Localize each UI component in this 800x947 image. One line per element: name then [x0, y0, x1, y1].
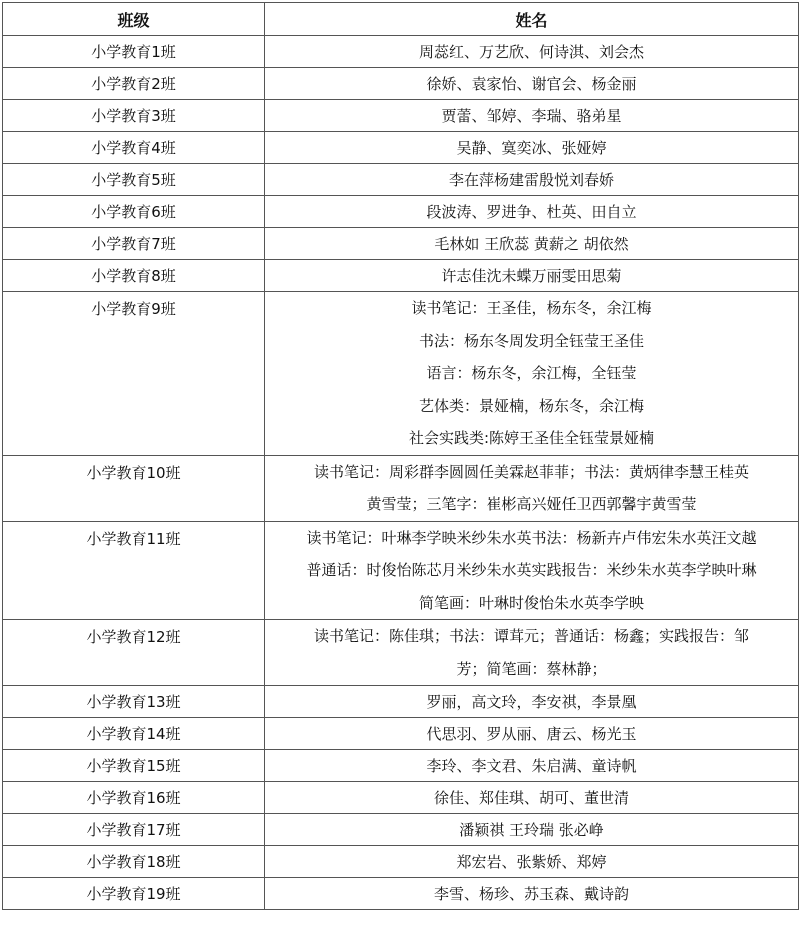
- names-line: 读书笔记：叶琳李学映米纱朱水英书法：杨新卉卢伟宏朱水英汪文越: [306, 528, 757, 547]
- class-cell: 小学教育6班: [3, 196, 265, 228]
- names-line: 读书笔记：陈佳琪；书法：谭茸元；普通话：杨鑫；实践报告：邹: [313, 627, 749, 645]
- class-cell: 小学教育13班: [3, 686, 265, 718]
- names-line: 周蕊红、万艺欣、何诗淇、刘会杰: [418, 43, 644, 61]
- names-line: 读书笔记：王圣佳，杨东冬，余江梅: [411, 299, 652, 317]
- names-line: 徐佳、郑佳琪、胡可、董世清: [433, 789, 629, 807]
- table-row: [3, 782, 799, 814]
- names-cell: [265, 686, 799, 718]
- names-cell: [265, 782, 799, 814]
- class-cell: 小学教育16班: [3, 782, 265, 814]
- names-cell: [265, 164, 799, 196]
- names-line: 罗丽，高文玲，李安祺，李景凰: [426, 693, 637, 711]
- table-row: [3, 228, 799, 260]
- names-line: 代思羽、罗从丽、唐云、杨光玉: [426, 725, 637, 743]
- names-cell: [265, 260, 799, 292]
- names-cell: [265, 718, 799, 750]
- names-cell: [265, 228, 799, 260]
- table-row: [3, 814, 799, 846]
- header-row: [3, 3, 799, 36]
- class-cell: 小学教育1班: [3, 36, 265, 68]
- names-line: 书法：杨东冬周发玥全钰莹王圣佳: [418, 331, 644, 350]
- table-row: [3, 878, 799, 910]
- names-line: 段波涛、罗进争、杜英、田自立: [426, 203, 637, 221]
- names-line: 语言：杨东冬，余江梅，全钰莹: [426, 364, 637, 382]
- class-cell: 小学教育15班: [3, 750, 265, 782]
- names-cell: [265, 132, 799, 164]
- table-row: [3, 260, 799, 292]
- table-row: [3, 132, 799, 164]
- names-cell: [265, 846, 799, 878]
- names-cell: [265, 292, 799, 456]
- table-row: [3, 750, 799, 782]
- class-roster-table: [2, 2, 799, 910]
- names-cell: [265, 196, 799, 228]
- names-cell: [265, 455, 799, 521]
- table-row: [3, 521, 799, 620]
- table-row: [3, 846, 799, 878]
- class-cell: 小学教育10班: [3, 455, 265, 521]
- class-cell: 小学教育12班: [3, 620, 265, 686]
- names-line: 徐娇、袁家怡、谢官会、杨金丽: [426, 75, 637, 93]
- class-cell: 小学教育11班: [3, 521, 265, 620]
- class-cell: 小学教育14班: [3, 718, 265, 750]
- names-cell: [265, 68, 799, 100]
- names-line: 李雪、杨珍、苏玉森、戴诗韵: [433, 885, 629, 903]
- table-row: [3, 196, 799, 228]
- names-cell: [265, 36, 799, 68]
- names-line: 潘颖祺 王玲瑞 张必峥: [459, 821, 604, 839]
- name-column-header: 姓名: [265, 3, 799, 36]
- names-line: 简笔画：叶琳时俊怡朱水英李学映: [418, 593, 644, 612]
- names-cell: [265, 750, 799, 782]
- names-line: 艺体类：景娅楠，杨东冬，余江梅: [418, 396, 644, 415]
- names-line: 郑宏岩、张紫娇、郑婷: [456, 853, 607, 871]
- names-line: 李在萍杨建雷殷悦刘春娇: [448, 171, 614, 189]
- table-row: [3, 620, 799, 686]
- class-cell: 小学教育17班: [3, 814, 265, 846]
- class-cell: 小学教育5班: [3, 164, 265, 196]
- names-line: 普通话：时俊怡陈芯月米纱朱水英实践报告：米纱朱水英李学映叶琳: [306, 561, 757, 579]
- table-row: [3, 68, 799, 100]
- class-cell: 小学教育8班: [3, 260, 265, 292]
- class-cell: 小学教育9班: [3, 292, 265, 456]
- names-line: 吴静、寞奕冰、张娅婷: [456, 139, 607, 157]
- names-line: 读书笔记：周彩群李圆圆任美霖赵菲菲；书法：黄炳律李慧王桂英: [313, 462, 749, 481]
- roster-body: [3, 36, 799, 910]
- table-row: [3, 164, 799, 196]
- names-cell: [265, 521, 799, 620]
- names-cell: [265, 878, 799, 910]
- class-cell: 小学教育19班: [3, 878, 265, 910]
- names-line: 贾蕾、邹婷、李瑞、骆弟星: [441, 107, 622, 125]
- class-cell: 小学教育4班: [3, 132, 265, 164]
- class-cell: 小学教育3班: [3, 100, 265, 132]
- names-line: 毛林如 王欣蕊 黄薪之 胡依然: [434, 235, 629, 253]
- names-cell: [265, 100, 799, 132]
- table-row: [3, 455, 799, 521]
- class-cell: 小学教育18班: [3, 846, 265, 878]
- names-line: 许志佳沈未蝶万丽雯田思菊: [441, 267, 622, 285]
- table-row: [3, 36, 799, 68]
- names-line: 黄雪莹；三笔字：崔彬高兴娅任卫西郭馨宇黄雪莹: [366, 495, 697, 513]
- names-line: 李玲、李文君、朱启满、童诗帆: [426, 757, 637, 775]
- class-column-header: 班级: [3, 3, 265, 36]
- names-line: 芳；简笔画：蔡林静；: [456, 659, 607, 678]
- table-row: [3, 718, 799, 750]
- names-cell: [265, 620, 799, 686]
- table-row: [3, 100, 799, 132]
- table-row: [3, 292, 799, 456]
- table-row: [3, 686, 799, 718]
- class-cell: 小学教育2班: [3, 68, 265, 100]
- names-line: 社会实践类:陈婷王圣佳全钰莹景娅楠: [408, 429, 655, 447]
- names-cell: [265, 814, 799, 846]
- class-cell: 小学教育7班: [3, 228, 265, 260]
